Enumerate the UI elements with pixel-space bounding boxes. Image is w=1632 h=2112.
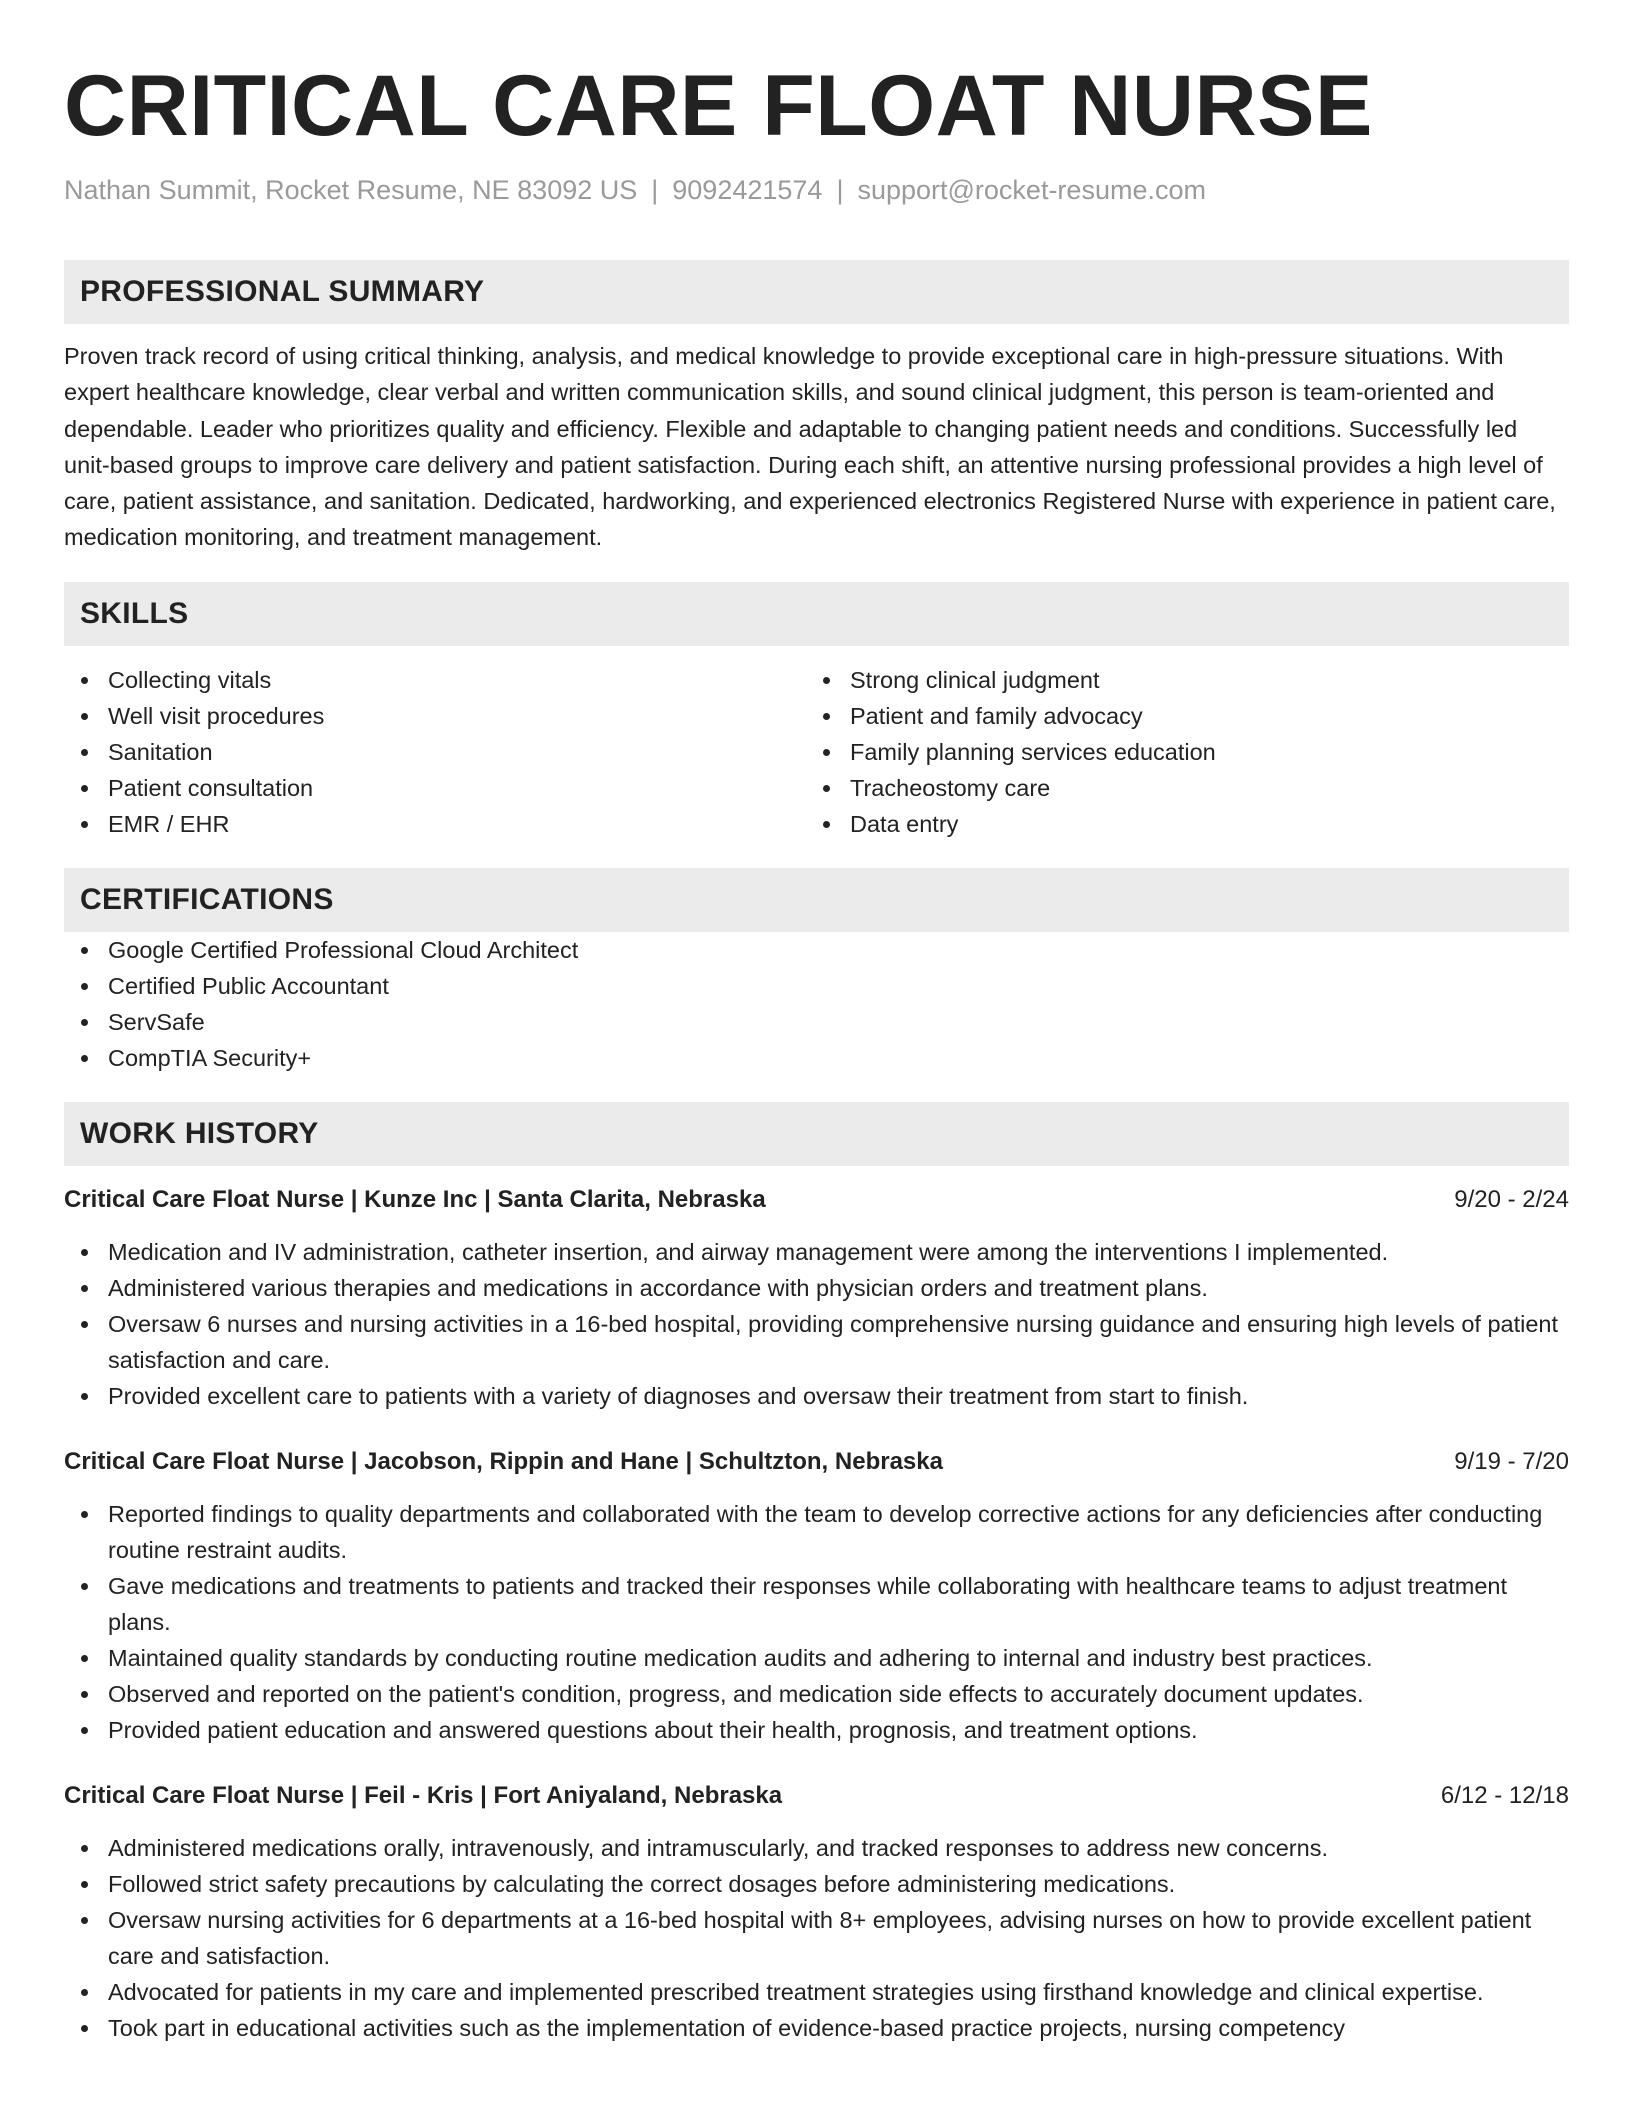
contact-separator: | [651, 175, 659, 205]
contact-phone: 9092421574 [672, 175, 823, 205]
section-heading-skills: SKILLS [64, 582, 1569, 646]
certification-item: ServSafe [64, 1004, 1569, 1040]
job-bullet: Administered various therapies and medications in accordance with physician orders and treatment plans. [64, 1270, 1569, 1306]
page-title: CRITICAL CARE FLOAT NURSE [64, 58, 1373, 154]
job-dates: 9/20 - 2/24 [1454, 1185, 1569, 1213]
skill-item: Sanitation [64, 734, 806, 770]
job-dates: 9/19 - 7/20 [1454, 1447, 1569, 1475]
resume-page [64, 0, 1569, 2046]
job-bullet: Gave medications and treatments to patients and tracked their responses while collaborating with healthcare teams to adjust treatment plans. [64, 1568, 1569, 1640]
skills-column-right [806, 662, 1548, 842]
job-header [64, 1182, 1569, 1218]
contact-email: support@rocket-resume.com [857, 175, 1206, 205]
job-bullets [64, 1496, 1569, 1748]
job-entry [64, 1182, 1569, 1414]
section-heading-certifications: CERTIFICATIONS [64, 868, 1569, 932]
skill-item: Family planning services education [806, 734, 1548, 770]
skills-grid [64, 662, 1569, 842]
job-bullet: Took part in educational activities such as the implementation of evidence-based practice projects, nursing competency [64, 2010, 1569, 2046]
certifications-list [64, 932, 1569, 1076]
skill-item: Strong clinical judgment [806, 662, 1548, 698]
job-bullet: Provided patient education and answered questions about their health, prognosis, and treatment options. [64, 1712, 1569, 1748]
summary-text: Proven track record of using critical thinking, analysis, and medical knowledge to provide exceptional care in high-pressure situations. With expert healthcare knowledge, clear verbal and written communication skills, and sound clinical judgment, this person is team-oriented and dependable. Leader who prioritizes quality and efficiency. Flexible and adaptable to changing patient needs and conditions. Successfully led unit-based groups to improve care delivery and patient satisfaction. During each shift, an attentive nursing professional provides a high level of care, patient assistance, and sanitation. Dedicated, hardworking, and experienced electronics Registered Nurse with experience in patient care, medication monitoring, and treatment management. [64, 343, 1556, 551]
skills-column-left [64, 662, 806, 842]
job-bullet: Medication and IV administration, catheter insertion, and airway management were among the interventions I implemented. [64, 1234, 1569, 1270]
certification-item: Google Certified Professional Cloud Architect [64, 932, 1569, 968]
job-bullets [64, 1234, 1569, 1414]
skill-item: Patient and family advocacy [806, 698, 1548, 734]
skill-item: Well visit procedures [64, 698, 806, 734]
skill-item: Tracheostomy care [806, 770, 1548, 806]
certification-item: Certified Public Accountant [64, 968, 1569, 1004]
job-bullet: Followed strict safety precautions by calculating the correct dosages before administering medications. [64, 1866, 1569, 1902]
job-title: Critical Care Float Nurse | Kunze Inc | Santa Clarita, Nebraska [64, 1185, 766, 1213]
section-heading-work-history: WORK HISTORY [64, 1102, 1569, 1166]
job-header [64, 1444, 1569, 1480]
job-entry [64, 1778, 1569, 2046]
job-header [64, 1778, 1569, 1814]
job-bullet: Provided excellent care to patients with a variety of diagnoses and oversaw their treatment from start to finish. [64, 1378, 1569, 1414]
job-title: Critical Care Float Nurse | Jacobson, Rippin and Hane | Schultzton, Nebraska [64, 1447, 943, 1475]
skill-item: EMR / EHR [64, 806, 806, 842]
certification-item: CompTIA Security+ [64, 1040, 1569, 1076]
job-title: Critical Care Float Nurse | Feil - Kris | Fort Aniyaland, Nebraska [64, 1781, 783, 1809]
job-bullets [64, 1830, 1569, 2046]
skill-item: Collecting vitals [64, 662, 806, 698]
job-bullet: Oversaw 6 nurses and nursing activities in a 16-bed hospital, providing comprehensive nursing guidance and ensuring high levels of patient satisfaction and care. [64, 1306, 1569, 1378]
job-bullet: Advocated for patients in my care and implemented prescribed treatment strategies using firsthand knowledge and clinical expertise. [64, 1974, 1569, 2010]
contact-separator: | [836, 175, 844, 205]
job-bullet: Administered medications orally, intravenously, and intramuscularly, and tracked responses to address new concerns. [64, 1830, 1569, 1866]
contact-address: Nathan Summit, Rocket Resume, NE 83092 US [64, 175, 638, 205]
job-bullet: Oversaw nursing activities for 6 departments at a 16-bed hospital with 8+ employees, advising nurses on how to provide excellent patient care and satisfaction. [64, 1902, 1569, 1974]
job-bullet: Reported findings to quality departments and collaborated with the team to develop corrective actions for any deficiencies after conducting routine restraint audits. [64, 1496, 1569, 1568]
section-heading-summary: PROFESSIONAL SUMMARY [64, 260, 1569, 324]
skill-item: Patient consultation [64, 770, 806, 806]
job-bullet: Observed and reported on the patient's condition, progress, and medication side effects to accurately document updates. [64, 1676, 1569, 1712]
job-bullet: Maintained quality standards by conducting routine medication audits and adhering to internal and industry best practices. [64, 1640, 1569, 1676]
contact-line [64, 172, 1569, 208]
skill-item: Data entry [806, 806, 1548, 842]
job-entry [64, 1444, 1569, 1748]
job-dates: 6/12 - 12/18 [1440, 1781, 1569, 1809]
